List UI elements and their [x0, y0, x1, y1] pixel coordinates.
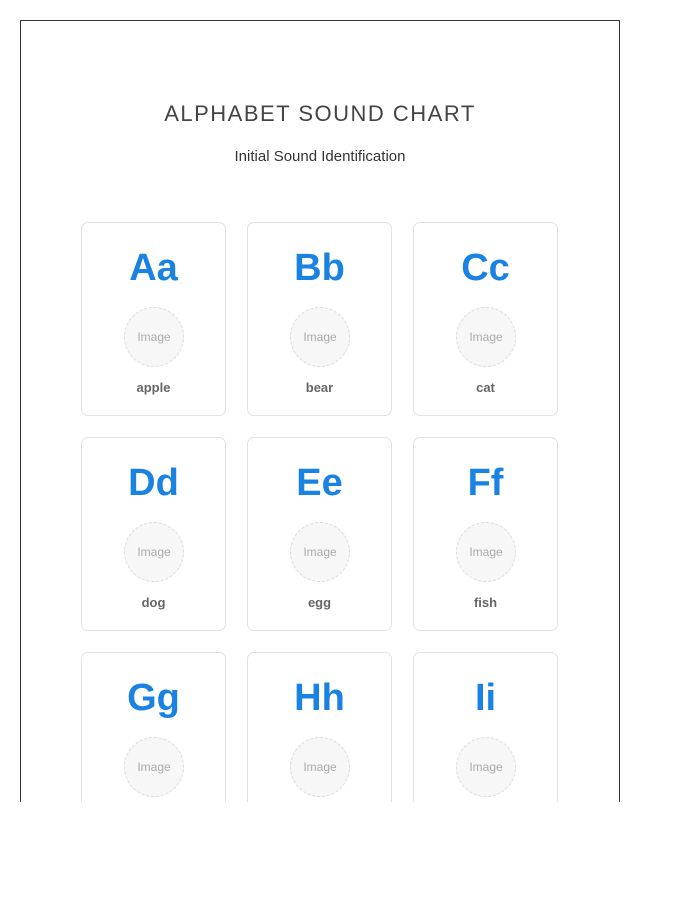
image-placeholder-icon: [456, 307, 516, 367]
image-placeholder-label: Image: [303, 760, 337, 774]
card-letter: Cc: [461, 247, 510, 289]
letter-card: [413, 222, 558, 416]
image-placeholder-label: Image: [469, 545, 503, 559]
card-letter: Dd: [128, 462, 179, 504]
card-letter: Bb: [294, 247, 345, 289]
letter-card: [413, 652, 558, 802]
image-placeholder-label: Image: [137, 545, 171, 559]
card-letter: Hh: [294, 677, 345, 719]
image-placeholder-icon: [456, 737, 516, 797]
letter-card: [81, 222, 226, 416]
card-word: bear: [305, 380, 334, 395]
image-placeholder-icon: [456, 522, 516, 582]
image-placeholder-label: Image: [469, 760, 503, 774]
card-word: egg: [307, 595, 332, 610]
image-placeholder-icon: [124, 522, 184, 582]
letter-card: [247, 437, 392, 631]
letter-card: [247, 222, 392, 416]
card-letter: Aa: [129, 247, 178, 289]
page-title: ALPHABET SOUND CHART: [164, 101, 476, 126]
letter-card: [81, 437, 226, 631]
letter-card-grid: [81, 222, 558, 802]
card-letter: Ee: [296, 462, 343, 504]
card-word: cat: [476, 380, 495, 395]
card-letter: Gg: [127, 677, 180, 719]
card-letter: Ii: [474, 677, 497, 719]
letter-card: [247, 652, 392, 802]
letter-card: [413, 437, 558, 631]
image-placeholder-label: Image: [303, 545, 337, 559]
card-word: fish: [473, 595, 498, 610]
card-word: dog: [141, 595, 166, 610]
card-letter: Ff: [467, 462, 504, 504]
page-subtitle: Initial Sound Identification: [234, 148, 406, 165]
image-placeholder-icon: [124, 737, 184, 797]
image-placeholder-label: Image: [303, 330, 337, 344]
image-placeholder-label: Image: [469, 330, 503, 344]
image-placeholder-icon: [290, 522, 350, 582]
image-placeholder-label: Image: [137, 760, 171, 774]
image-placeholder-icon: [290, 307, 350, 367]
page-frame: [20, 20, 620, 802]
image-placeholder-icon: [124, 307, 184, 367]
card-word: apple: [136, 380, 171, 395]
image-placeholder-label: Image: [137, 330, 171, 344]
letter-card: [81, 652, 226, 802]
image-placeholder-icon: [290, 737, 350, 797]
